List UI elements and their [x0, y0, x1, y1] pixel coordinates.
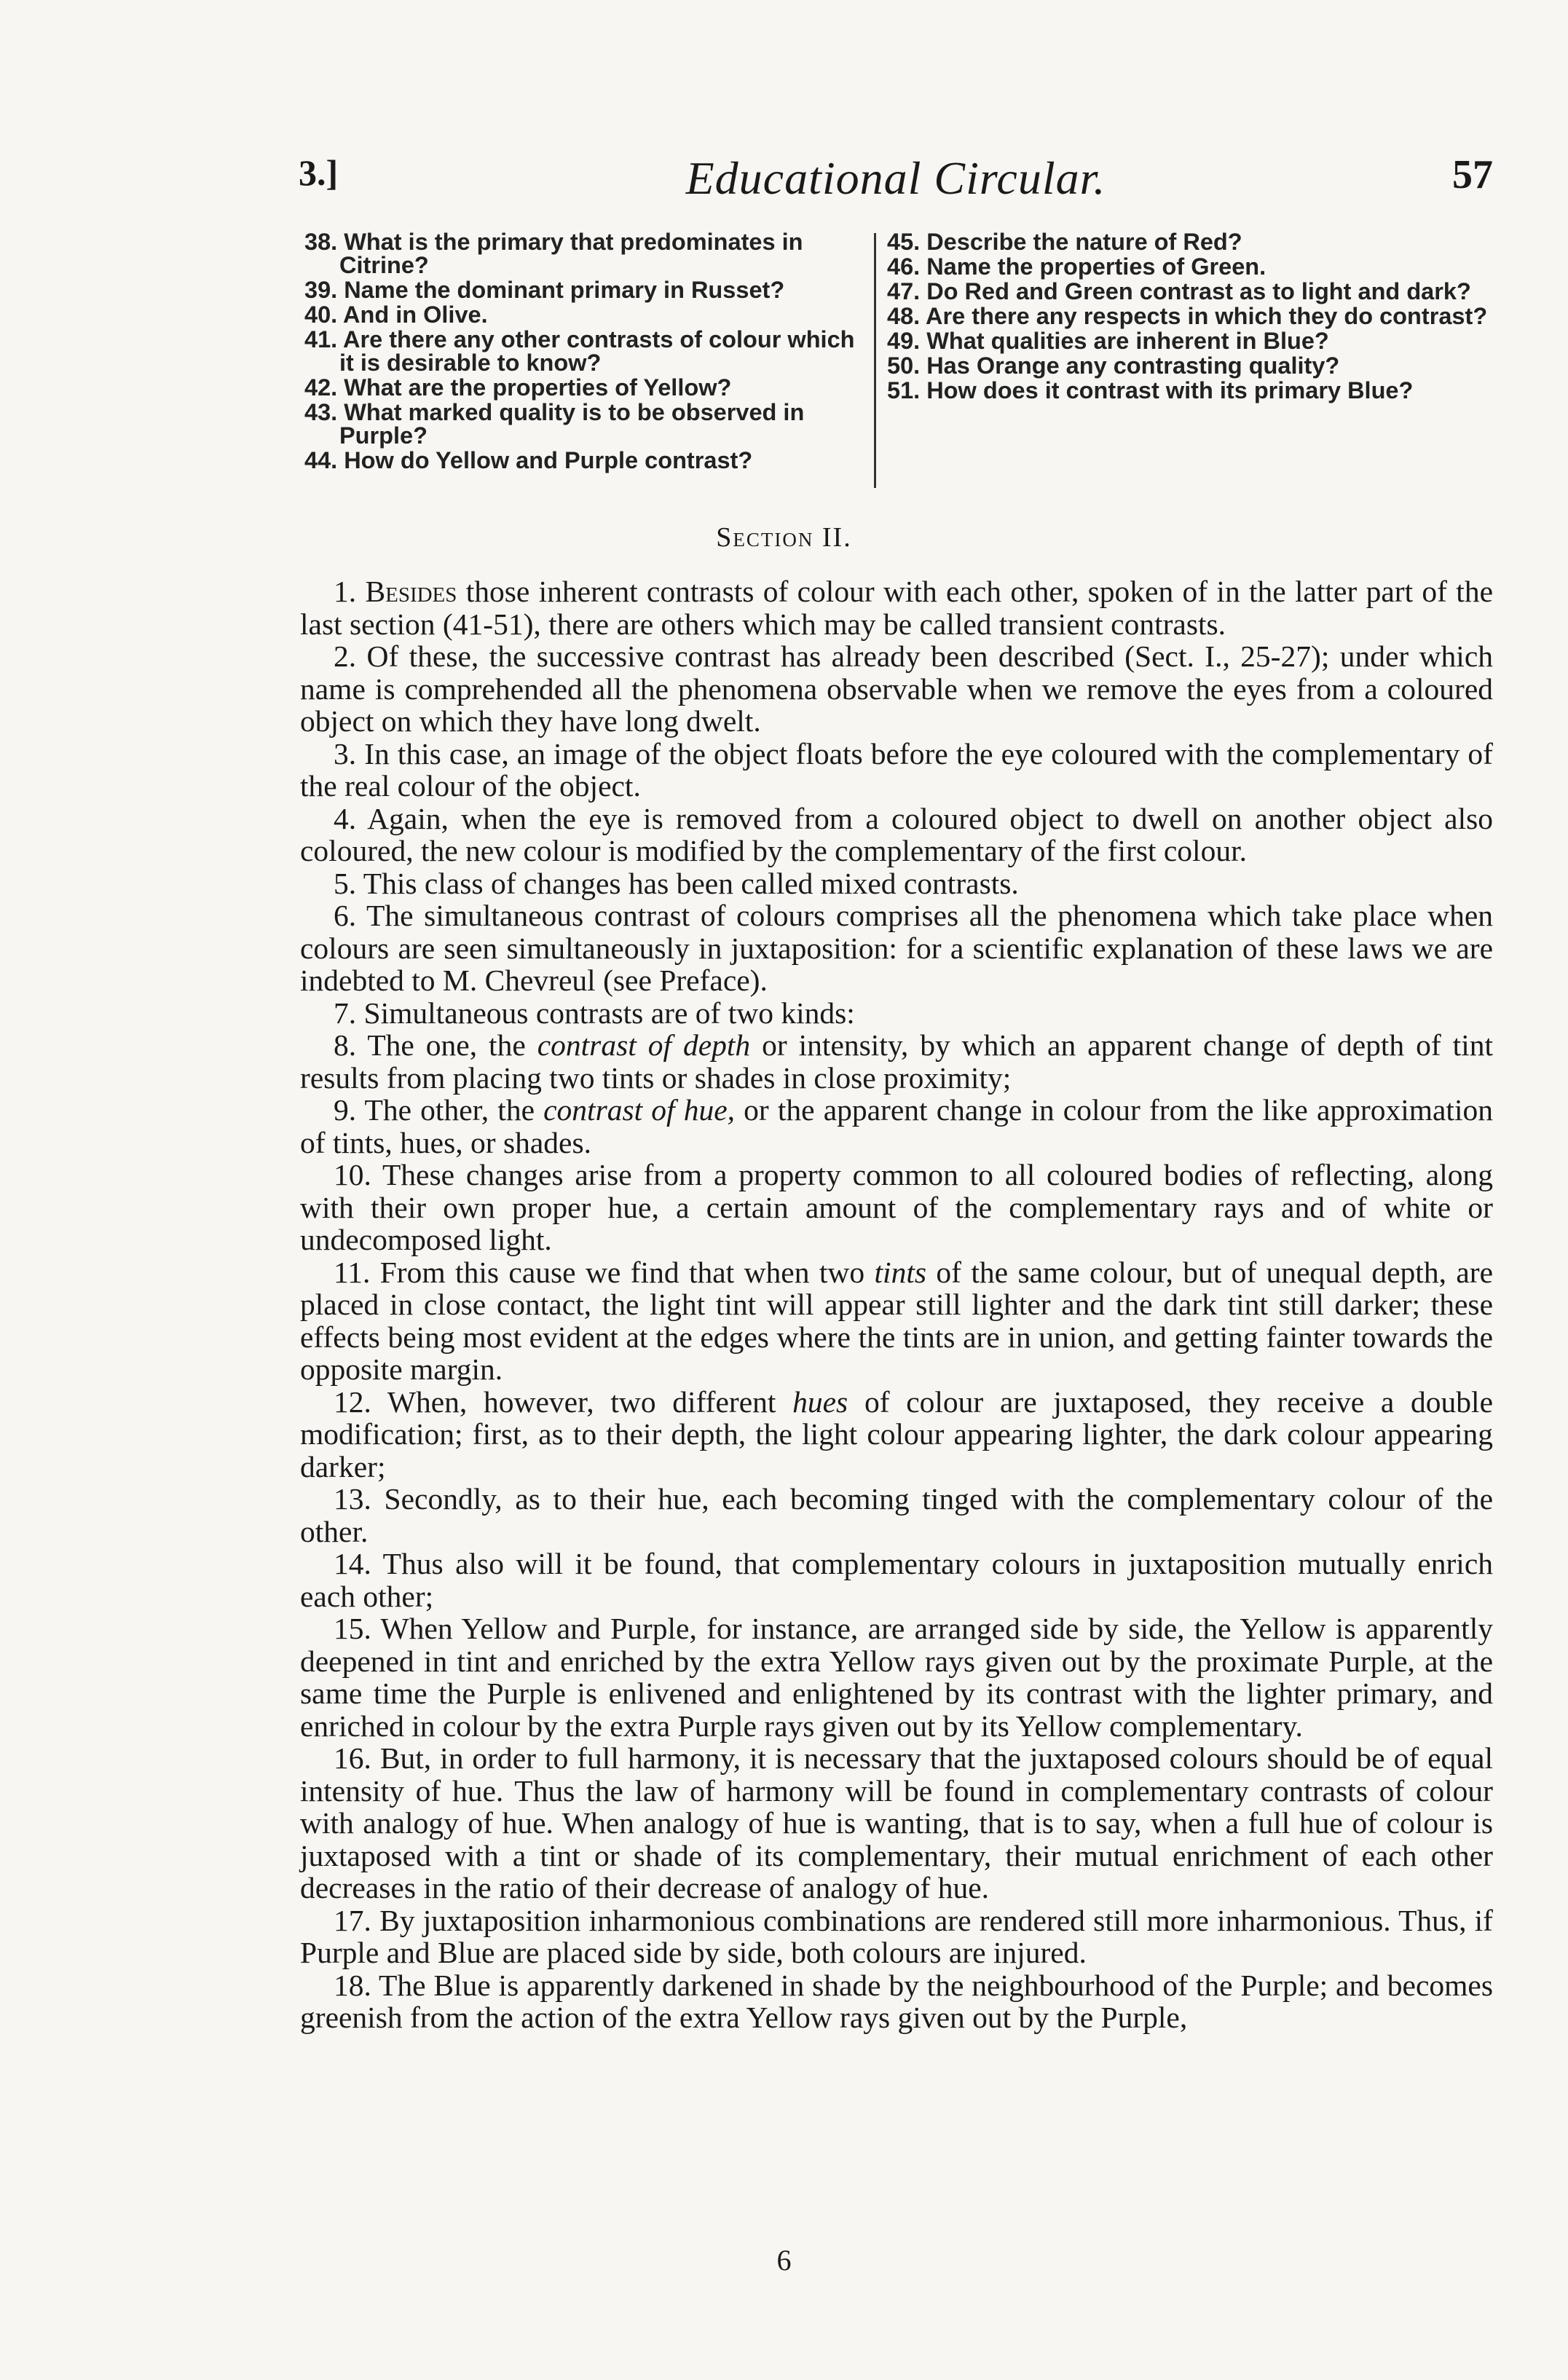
question-item: 48. Are there any respects in which they do contrast?	[887, 303, 1488, 329]
paragraph-10: 10. These changes arise from a property common to all coloured bodies of reflecting, along with their own proper hue, a certain amount of the complementary rays and of white or undecomposed light.	[300, 1158, 1493, 1256]
paragraph-text: those inherent contrasts of colour with each other, spoken of in the latter part of the last section (41-51), there are others which may be called transient contrasts.	[300, 575, 1493, 641]
paragraph-8	[300, 1029, 1493, 1094]
signature-mark: 6	[776, 2244, 792, 2277]
lead-word: Besides	[365, 575, 457, 608]
question-item: 46. Name the properties of Green.	[887, 253, 1266, 280]
column-divider	[874, 233, 876, 488]
body-text	[300, 575, 1493, 2034]
question-item: 44. How do Yellow and Purple contrast?	[304, 447, 753, 473]
page-title: Educational Circular.	[685, 152, 1106, 204]
question-item: 40. And in Olive.	[304, 302, 488, 328]
paragraph-text: of the same colour, but of unequal depth, are placed in close contact, the light tint will appear still lighter and the dark tint still darker; these effects being most evident at the edges where the tints are in union, and getting fainter towards the opposite margin.	[300, 1255, 1493, 1386]
paragraph-11	[300, 1256, 1493, 1386]
paragraph-13: 13. Secondly, as to their hue, each becoming tinged with the complementary colour of the other.	[300, 1482, 1493, 1548]
paragraph-6: 6. The simultaneous contrast of colours comprises all the phenomena which take place when colours are seen simultaneously in juxtaposition: for a scientific explanation of these laws we are indebted to M. Chevreul (see Preface).	[300, 899, 1493, 997]
paragraph-1	[300, 575, 1493, 640]
question-item: 47. Do Red and Green contrast as to light and dark?	[887, 278, 1471, 304]
question-item: 45. Describe the nature of Red?	[887, 229, 1242, 255]
paragraph-text: or the apparent change in colour from the like approximation of tints, hues, or shades.	[300, 1093, 1493, 1159]
paragraph-9	[300, 1094, 1493, 1159]
question-item: 39. Name the dominant primary in Russet?	[304, 277, 785, 303]
paragraph-text: or intensity, by which an apparent change of depth of tint results from placing two tints or shades in close proximity;	[300, 1028, 1494, 1095]
section-mark: 3.]	[299, 152, 339, 193]
paragraph-text: 12. When, however, two different	[334, 1384, 793, 1419]
paragraph-2: 2. Of these, the successive contrast has already been described (Sect. I., 25-27); under which name is comprehended all the phenomena observable when we remove the eyes from a coloured object on which they have long dwelt.	[300, 639, 1493, 738]
question-item: 38. What is the primary that predominates in Citrine?	[304, 229, 803, 278]
question-item: 50. Has Orange any contrasting quality?	[887, 352, 1340, 379]
paragraph-5: 5. This class of changes has been called mixed contrasts.	[334, 866, 1019, 900]
question-item: 51. How does it contrast with its primary Blue?	[887, 377, 1414, 403]
section-heading: Section II.	[716, 522, 852, 553]
paragraph-16: 16. But, in order to full harmony, it is necessary that the juxtaposed colours should be of equal intensity of hue. Thus the law of harmony will be found in complementary contrasts of colour with analogy of hue. When analogy of hue is wanting, that is to say, when a full hue of colour is juxtaposed with a tint or shade of its complementary, their mutual enrichment of each other decreases in the ratio of their decrease of analogy of hue.	[300, 1741, 1493, 1904]
paragraph-7: 7. Simultaneous contrasts are of two kinds:	[334, 996, 855, 1030]
running-header	[299, 151, 1493, 210]
italic-term: hues	[792, 1384, 848, 1419]
italic-term: tints	[874, 1255, 927, 1289]
page-number: 57	[1452, 152, 1493, 197]
paragraph-3: 3. In this case, an image of the object floats before the eye coloured with the complementary of the real colour of the object.	[300, 736, 1493, 803]
review-questions	[304, 230, 1493, 492]
question-item: 42. What are the properties of Yellow?	[304, 374, 732, 401]
paragraph-18: 18. The Blue is apparently darkened in shade by the neighbourhood of the Purple; and becomes greenish from the action of the extra Yellow rays given out by the Purple,	[300, 1968, 1493, 2034]
question-item: 43. What marked quality is to be observed in Purple?	[304, 399, 805, 449]
paragraph-15: 15. When Yellow and Purple, for instance, are arranged side by side, the Yellow is apparently deepened in tint and enriched by the extra Yellow rays given out by the proximate Purple, at the same time the Purple is enlivened and enlightened by its contrast with the lighter primary, and enriched in colour by the extra Purple rays given out by its Yellow complementary.	[300, 1612, 1493, 1743]
paragraph-14: 14. Thus also will it be found, that complementary colours in juxtaposition mutually enrich each other;	[300, 1547, 1493, 1613]
italic-term: contrast of depth	[537, 1028, 751, 1062]
questions-right-column	[887, 230, 1493, 403]
paragraph-text: 11. From this cause we find that when two	[334, 1255, 875, 1289]
paragraph-text: 9. The other, the	[334, 1093, 544, 1127]
paragraph-text: of colour are juxtaposed, they receive a double modification; first, as to their depth, the light colour appearing lighter, the dark colour appearing darker;	[300, 1384, 1493, 1483]
paragraph-4: 4. Again, when the eye is removed from a coloured object to dwell on another object also coloured, the new colour is modified by the complementary of the first colour.	[300, 801, 1493, 867]
italic-term: contrast of hue,	[543, 1093, 736, 1127]
question-item: 49. What qualities are inherent in Blue?	[887, 328, 1329, 354]
paragraph-number: 1.	[334, 575, 366, 608]
question-item: 41. Are there any other contrasts of colour which it is desirable to know?	[304, 326, 855, 376]
questions-left-column	[304, 230, 865, 473]
paragraph-17: 17. By juxtaposition inharmonious combinations are rendered still more inharmonious. Thus, if Purple and Blue are placed side by side, both colours are injured.	[300, 1903, 1493, 1969]
paragraph-text: 8. The one, the	[334, 1028, 537, 1062]
paragraph-12	[300, 1386, 1493, 1483]
